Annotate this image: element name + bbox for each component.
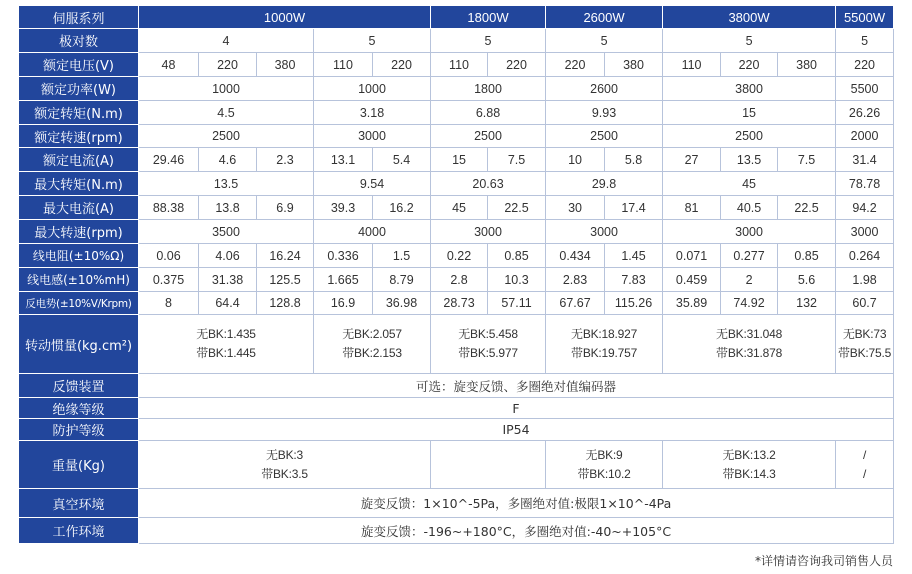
max-current-value: 40.5 [721,196,778,220]
weight-without-brake: 无BK:3 [265,447,304,462]
rated-current-value: 29.46 [139,148,199,172]
weight-value [836,441,894,489]
line-resistance-value: 0.06 [139,244,199,268]
row-weight [19,441,894,489]
max-speed-value: 4000 [314,220,431,244]
inertia-with-brake: 带BK:31.878 [716,346,783,360]
line-resistance-value: 0.071 [663,244,721,268]
back-emf-value: 132 [778,292,836,315]
row-label-weight: 重量(Kg) [19,441,139,489]
servo-spec-table [18,5,894,544]
rated-power-value: 1000 [314,77,431,101]
weight-with-brake: 带BK:10.2 [577,466,631,481]
inertia-value [836,315,894,374]
inertia-without-brake: 无BK:1.435 [196,327,256,341]
row-inertia [19,315,894,374]
line-inductance-value: 0.375 [139,268,199,292]
weight-with-brake: 带BK:14.3 [722,466,776,481]
row-environment [19,518,894,544]
header-row [19,6,894,29]
rated-voltage-value: 380 [605,53,663,77]
rated-speed-value: 3000 [314,125,431,148]
pole-pairs-value: 5 [431,29,546,53]
row-rated-torque [19,101,894,125]
rated-speed-value: 2500 [663,125,836,148]
max-speed-value: 3000 [836,220,894,244]
rated-torque-value: 9.93 [546,101,663,125]
inertia-with-brake: 带BK:19.757 [571,346,638,360]
max-current-value: 30 [546,196,605,220]
model-5500w: 5500W [836,6,894,29]
line-resistance-value: 16.24 [257,244,314,268]
row-rated-current [19,148,894,172]
pole-pairs-value: 5 [314,29,431,53]
weight-with-brake: 带BK:3.5 [261,466,308,481]
row-label-line-inductance: 线电感(±10%mH) [19,268,139,292]
row-feedback [19,374,894,398]
row-max-torque [19,172,894,196]
rated-torque-value: 6.88 [431,101,546,125]
row-label-feedback: 反馈装置 [19,374,139,398]
max-current-value: 16.2 [373,196,431,220]
rated-voltage-value: 110 [314,53,373,77]
line-inductance-value: 7.83 [605,268,663,292]
rated-current-value: 13.5 [721,148,778,172]
weight-without-brake: 无BK:13.2 [722,447,776,462]
line-inductance-value: 2 [721,268,778,292]
row-label-rated-current: 额定电流(A) [19,148,139,172]
line-resistance-value: 0.277 [721,244,778,268]
row-label-insulation: 绝缘等级 [19,398,139,419]
row-label-line-resistance: 线电阻(±10%Ω) [19,244,139,268]
rated-current-value: 5.8 [605,148,663,172]
rated-speed-value: 2500 [139,125,314,148]
back-emf-value: 28.73 [431,292,488,315]
inertia-value [139,315,314,374]
max-current-value: 45 [431,196,488,220]
back-emf-value: 36.98 [373,292,431,315]
line-resistance-value: 0.336 [314,244,373,268]
inertia-without-brake: 无BK:2.057 [342,327,402,341]
max-speed-value: 3000 [431,220,546,244]
row-line-resistance [19,244,894,268]
row-label-rated-power: 额定功率(W) [19,77,139,101]
line-resistance-value: 0.85 [778,244,836,268]
back-emf-value: 60.7 [836,292,894,315]
max-torque-value: 45 [663,172,836,196]
rated-speed-value: 2000 [836,125,894,148]
rated-power-value: 1800 [431,77,546,101]
max-current-value: 94.2 [836,196,894,220]
max-current-value: 39.3 [314,196,373,220]
line-resistance-value: 0.22 [431,244,488,268]
rated-power-value: 5500 [836,77,894,101]
rated-torque-value: 4.5 [139,101,314,125]
line-inductance-value: 5.6 [778,268,836,292]
inertia-with-brake: 带BK:1.445 [196,346,256,360]
inertia-value [546,315,663,374]
rated-speed-value: 2500 [546,125,663,148]
row-label-back-emf: 反电势(±10%V/Krpm) [19,292,139,315]
weight-value [663,441,836,489]
rated-power-value: 3800 [663,77,836,101]
row-max-current [19,196,894,220]
model-2600w: 2600W [546,6,663,29]
max-speed-value: 3000 [663,220,836,244]
row-label-environment: 工作环境 [19,518,139,544]
line-inductance-value: 8.79 [373,268,431,292]
line-inductance-value: 2.83 [546,268,605,292]
row-label-max-speed: 最大转速(rpm) [19,220,139,244]
max-current-value: 6.9 [257,196,314,220]
row-vacuum [19,489,894,518]
inertia-value [663,315,836,374]
rated-voltage-value: 220 [721,53,778,77]
line-resistance-value: 0.264 [836,244,894,268]
row-rated-voltage [19,53,894,77]
back-emf-value: 16.9 [314,292,373,315]
inertia-with-brake: 带BK:2.153 [342,346,402,360]
max-torque-value: 78.78 [836,172,894,196]
back-emf-value: 57.11 [488,292,546,315]
row-label-vacuum: 真空环境 [19,489,139,518]
row-rated-speed [19,125,894,148]
rated-current-value: 13.1 [314,148,373,172]
inertia-with-brake: 带BK:75.5 [838,346,892,360]
rated-torque-value: 26.26 [836,101,894,125]
pole-pairs-value: 5 [663,29,836,53]
max-torque-value: 20.63 [431,172,546,196]
back-emf-value: 8 [139,292,199,315]
inertia-without-brake: 无BK:73 [842,327,887,341]
row-protection [19,419,894,441]
row-label-rated-voltage: 额定电压(V) [19,53,139,77]
row-line-inductance [19,268,894,292]
environment-value: 旋变反馈：-196~+180°C，多圈绝对值:-40~+105°C [139,518,894,544]
row-label-inertia: 转动惯量(kg.cm²) [19,315,139,374]
insulation-value: F [139,398,894,419]
row-insulation [19,398,894,419]
line-inductance-value: 31.38 [199,268,257,292]
rated-current-value: 2.3 [257,148,314,172]
pole-pairs-value: 5 [546,29,663,53]
line-resistance-value: 0.85 [488,244,546,268]
model-1800w: 1800W [431,6,546,29]
vacuum-value: 旋变反馈：1×10^-5Pa，多圈绝对值:极限1×10^-4Pa [139,489,894,518]
pole-pairs-value: 5 [836,29,894,53]
weight-value [546,441,663,489]
model-3800w: 3800W [663,6,836,29]
rated-speed-value: 2500 [431,125,546,148]
line-resistance-value: 1.5 [373,244,431,268]
rated-current-value: 4.6 [199,148,257,172]
rated-current-value: 31.4 [836,148,894,172]
back-emf-value: 128.8 [257,292,314,315]
line-inductance-value: 125.5 [257,268,314,292]
weight-value [139,441,431,489]
rated-voltage-value: 110 [431,53,488,77]
row-label-rated-torque: 额定转矩(N.m) [19,101,139,125]
rated-power-value: 2600 [546,77,663,101]
max-current-value: 22.5 [778,196,836,220]
line-resistance-value: 4.06 [199,244,257,268]
rated-current-value: 15 [431,148,488,172]
row-back-emf [19,292,894,315]
line-resistance-value: 1.45 [605,244,663,268]
max-current-value: 88.38 [139,196,199,220]
weight-value-empty [431,441,546,489]
rated-power-value: 1000 [139,77,314,101]
back-emf-value: 64.4 [199,292,257,315]
rated-torque-value: 15 [663,101,836,125]
rated-voltage-value: 220 [546,53,605,77]
inertia-without-brake: 无BK:5.458 [458,327,518,341]
rated-voltage-value: 110 [663,53,721,77]
row-label-rated-speed: 额定转速(rpm) [19,125,139,148]
back-emf-value: 74.92 [721,292,778,315]
row-pole-pairs [19,29,894,53]
max-current-value: 17.4 [605,196,663,220]
rated-current-value: 27 [663,148,721,172]
row-label-max-torque: 最大转矩(N.m) [19,172,139,196]
line-inductance-value: 1.98 [836,268,894,292]
max-current-value: 13.8 [199,196,257,220]
rated-voltage-value: 380 [257,53,314,77]
back-emf-value: 35.89 [663,292,721,315]
footnote: *详情请咨询我司销售人员 [754,554,893,568]
rated-voltage-value: 220 [373,53,431,77]
line-inductance-value: 1.665 [314,268,373,292]
inertia-value [314,315,431,374]
weight-with-brake: / [862,466,867,481]
weight-without-brake: / [862,447,867,462]
row-max-speed [19,220,894,244]
line-inductance-value: 10.3 [488,268,546,292]
inertia-value [431,315,546,374]
inertia-without-brake: 无BK:18.927 [571,327,638,341]
rated-current-value: 7.5 [488,148,546,172]
rated-voltage-value: 48 [139,53,199,77]
row-label-protection: 防护等级 [19,419,139,441]
line-inductance-value: 0.459 [663,268,721,292]
pole-pairs-value: 4 [139,29,314,53]
rated-voltage-value: 220 [836,53,894,77]
max-current-value: 22.5 [488,196,546,220]
max-speed-value: 3500 [139,220,314,244]
back-emf-value: 115.26 [605,292,663,315]
rated-voltage-value: 220 [488,53,546,77]
rated-voltage-value: 380 [778,53,836,77]
max-torque-value: 9.54 [314,172,431,196]
rated-current-value: 5.4 [373,148,431,172]
model-1000w: 1000W [139,6,431,29]
row-rated-power [19,77,894,101]
weight-without-brake: 无BK:9 [585,447,623,462]
max-torque-value: 13.5 [139,172,314,196]
rated-current-value: 10 [546,148,605,172]
rated-voltage-value: 220 [199,53,257,77]
protection-value: IP54 [139,419,894,441]
row-label-pole-pairs: 极对数 [19,29,139,53]
back-emf-value: 67.67 [546,292,605,315]
inertia-without-brake: 无BK:31.048 [716,327,783,341]
feedback-value: 可选：旋变反馈、多圈绝对值编码器 [139,374,894,398]
line-inductance-value: 2.8 [431,268,488,292]
max-torque-value: 29.8 [546,172,663,196]
series-label: 伺服系列 [19,6,139,29]
max-current-value: 81 [663,196,721,220]
max-speed-value: 3000 [546,220,663,244]
rated-current-value: 7.5 [778,148,836,172]
row-label-max-current: 最大电流(A) [19,196,139,220]
rated-torque-value: 3.18 [314,101,431,125]
inertia-with-brake: 带BK:5.977 [458,346,518,360]
line-resistance-value: 0.434 [546,244,605,268]
